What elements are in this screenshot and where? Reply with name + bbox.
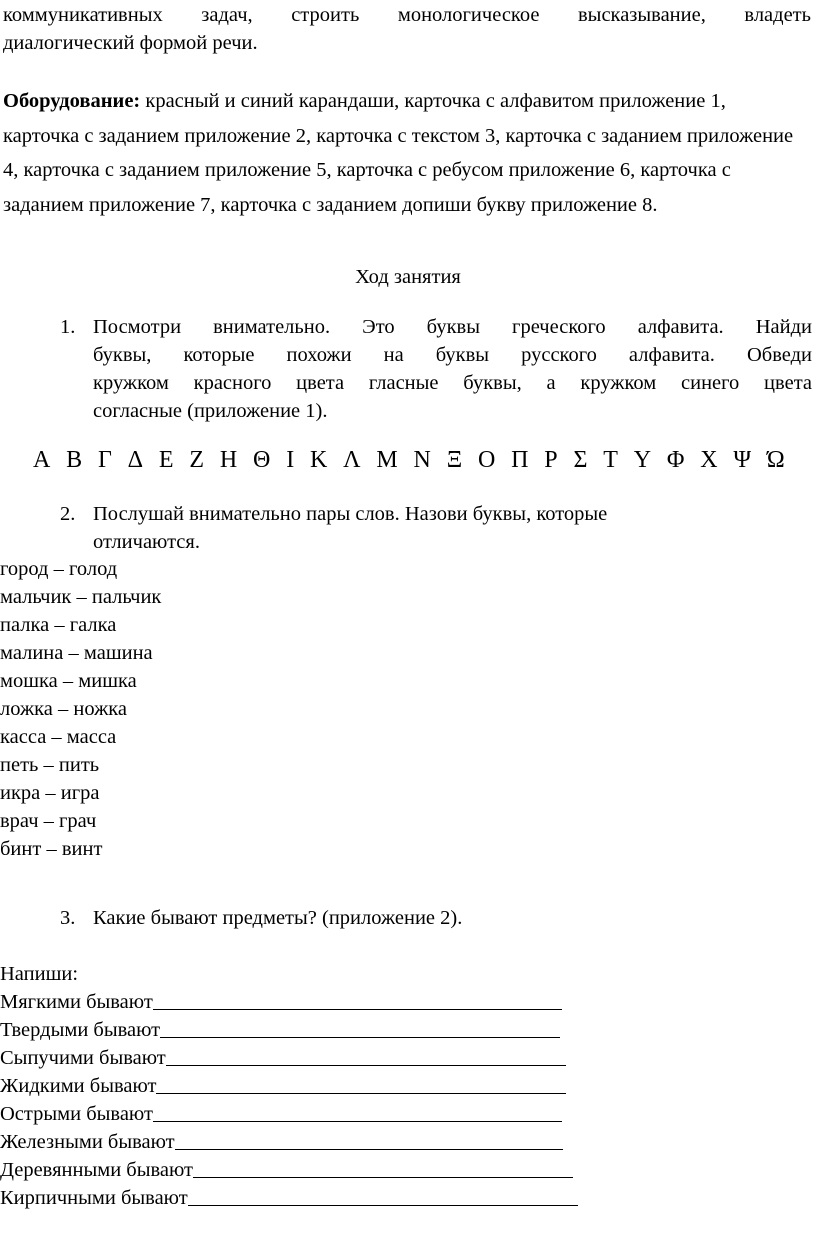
- write-row: [0, 1016, 578, 1044]
- word-pair: ложка – ножка: [0, 698, 128, 720]
- task-3: [60, 904, 812, 932]
- task-2: [60, 500, 812, 556]
- word-pair: касса – масса: [0, 726, 117, 748]
- write-row: [0, 988, 578, 1016]
- write-label: Напиши:: [0, 963, 79, 985]
- write-row-label: Сыпучими бывают: [0, 1047, 166, 1069]
- greek-letter: Ξ: [446, 447, 463, 473]
- task-1-line-3: кружком красного цвета гласные буквы, а кружком синего цвета: [93, 372, 812, 394]
- write-row-label: Острыми бывают: [0, 1103, 153, 1125]
- write-row-label: Мягкими бывают: [0, 991, 153, 1013]
- write-row-label: Кирпичными бывают: [0, 1187, 188, 1209]
- greek-letter: Ψ: [733, 447, 752, 473]
- greek-letter: Υ: [633, 447, 652, 473]
- task-1-number: 1.: [60, 316, 76, 338]
- greek-letter: Θ: [253, 447, 271, 473]
- write-row-blank[interactable]: [166, 1044, 566, 1066]
- greek-letter: Η: [219, 447, 238, 473]
- intro-paragraph: [3, 1, 811, 57]
- task-2-text: [93, 500, 812, 556]
- word-pair: петь – пить: [0, 754, 100, 776]
- greek-letter: Ι: [286, 447, 295, 473]
- greek-letter: Δ: [127, 447, 144, 473]
- greek-letter: Ν: [413, 447, 431, 473]
- greek-letter: Γ: [97, 447, 112, 473]
- word-pairs-list: [0, 555, 161, 863]
- greek-letter: Π: [511, 447, 529, 473]
- greek-letter: Ρ: [544, 447, 558, 473]
- write-row-label: Деревянными бывают: [0, 1159, 194, 1181]
- write-row-label: Железными бывают: [0, 1131, 175, 1153]
- equipment-text: красный и синий карандаши, карточка с алфавитом приложение 1, карточка с заданием приложение 2, карточка с текстом 3, карточка с заданием приложение 4, карточка с заданием приложение 5, карточка с ребусом приложение 6, карточка с заданием приложение 7, карточка с заданием допиши букву приложение 8.: [3, 90, 794, 216]
- task-3-number: 3.: [60, 907, 76, 929]
- task-1-text: [93, 313, 812, 425]
- greek-letter: Α: [33, 447, 51, 473]
- word-pair: малина – машина: [0, 642, 153, 664]
- write-row-label: Жидкими бывают: [0, 1075, 157, 1097]
- task-1: [60, 313, 812, 425]
- word-pair: мальчик – пальчик: [0, 586, 162, 608]
- write-row: [0, 1128, 578, 1156]
- greek-letter: Ώ: [766, 447, 785, 473]
- write-row-blank[interactable]: [156, 1072, 566, 1094]
- task-1-line-4: согласные (приложение 1).: [93, 400, 328, 422]
- write-row: [0, 1044, 578, 1072]
- write-row-blank[interactable]: [188, 1184, 578, 1206]
- task-2-line-1: Послушай внимательно пары слов. Назови буквы, которые: [93, 503, 608, 525]
- greek-letter: Β: [66, 447, 83, 473]
- word-pair: бинт – винт: [0, 838, 103, 860]
- greek-letter: Ζ: [189, 447, 205, 473]
- write-row-blank[interactable]: [153, 988, 562, 1010]
- write-row-blank[interactable]: [193, 1156, 573, 1178]
- greek-letter: Τ: [603, 447, 618, 473]
- write-row: [0, 1072, 578, 1100]
- write-row: [0, 1184, 578, 1212]
- task-1-line-1: Посмотри внимательно. Это буквы греческого алфавита. Найди: [93, 316, 812, 338]
- equipment-paragraph: [3, 84, 803, 222]
- word-pair: палка – галка: [0, 614, 117, 636]
- task-2-line-2: отличаются.: [93, 531, 200, 553]
- lesson-heading: Ход занятия: [355, 266, 461, 288]
- write-row: [0, 1156, 578, 1184]
- greek-letter: Σ: [573, 447, 588, 473]
- greek-letter: Μ: [376, 447, 398, 473]
- intro-line-1: коммуникативных задач, строить монологическое высказывание, владеть: [3, 4, 811, 26]
- equipment-label: Оборудование:: [3, 90, 141, 112]
- greek-letter: Ο: [477, 447, 496, 473]
- greek-letter: Φ: [666, 447, 685, 473]
- greek-alphabet: [33, 444, 785, 476]
- word-pair: икра – игра: [0, 782, 100, 804]
- write-section: [0, 960, 578, 1212]
- task-2-number: 2.: [60, 503, 76, 525]
- write-row-blank[interactable]: [153, 1100, 562, 1122]
- intro-line-2: диалогический формой речи.: [3, 32, 258, 54]
- word-pair: город – голод: [0, 558, 118, 580]
- greek-letter: Λ: [343, 447, 361, 473]
- write-row-label: Твердыми бывают: [0, 1019, 161, 1041]
- task-3-text: Какие бывают предметы? (приложение 2).: [93, 907, 463, 929]
- task-1-line-2: буквы, которые похожи на буквы русского алфавита. Обведи: [93, 344, 812, 366]
- greek-letter: Κ: [310, 447, 328, 473]
- greek-letter: Ε: [158, 447, 174, 473]
- word-pair: врач – грач: [0, 810, 97, 832]
- write-row-blank[interactable]: [175, 1128, 563, 1150]
- write-row: [0, 1100, 578, 1128]
- write-row-blank[interactable]: [160, 1016, 560, 1038]
- word-pair: мошка – мишка: [0, 670, 137, 692]
- greek-letter: Χ: [700, 447, 718, 473]
